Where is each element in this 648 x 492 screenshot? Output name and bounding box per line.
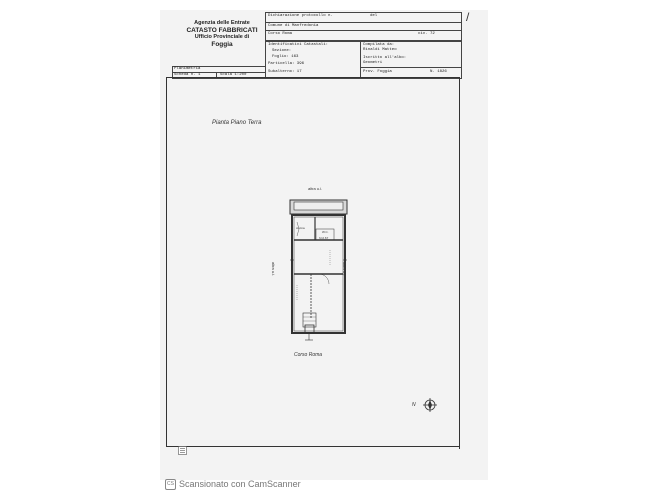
plan-title: Pianta Piano Terra: [212, 120, 262, 126]
north-label: N: [412, 402, 416, 408]
scale-label: Scala 1:200: [220, 73, 247, 77]
frame-top: [166, 77, 460, 78]
declaration-del: del: [370, 14, 378, 18]
province-label: Prov. Foggia: [363, 70, 392, 74]
agency-name: Agenzia delle Entrate: [194, 20, 250, 26]
floor-plan: [285, 190, 355, 350]
header-divider: [265, 22, 461, 23]
planimetria-label: Planimetria: [174, 67, 201, 71]
camscanner-watermark: [165, 477, 301, 491]
foglio-label: Foglio: 163: [272, 55, 299, 59]
iscritto-label: Iscritto all'albo:: [363, 56, 407, 60]
sezione-label: Sezione:: [272, 49, 292, 53]
ident-title: Identificativi Catastali:: [268, 43, 329, 47]
frame-right: [459, 77, 460, 449]
particella-label: Particella: 396: [268, 62, 305, 66]
header-divider: [360, 67, 461, 68]
catasto-title: CATASTO FABBRICATI: [186, 27, 258, 34]
registration-number: N. 1826: [430, 70, 447, 74]
document-icon: [178, 446, 187, 455]
address-label: Corso Roma: [268, 32, 293, 36]
comune-label: Comune di Manfredonia: [268, 24, 319, 28]
right-neighbour-label: altra u.i.: [342, 262, 347, 277]
camscanner-text: Scansionato con CamScanner: [179, 479, 301, 489]
street-label: Corso Roma: [294, 352, 323, 358]
iscritto-value: Geometri: [363, 61, 383, 65]
scheda-label: Scheda n. 1: [174, 73, 201, 77]
compilata-name: Rinaldi Matteo: [363, 48, 397, 52]
height-note: h=2.67: [319, 236, 329, 240]
frame-bottom: [166, 446, 460, 447]
page-mark: /: [466, 10, 470, 24]
subalterno-label: Subalterno: 17: [268, 70, 302, 74]
agency-heading: [178, 20, 266, 48]
left-neighbour-label: altra u.i.: [271, 262, 276, 277]
wc-label: W.C.: [322, 230, 329, 234]
compilata-label: Compilata da:: [363, 43, 395, 47]
frame-left: [166, 77, 167, 447]
north-arrow-icon: [420, 397, 440, 413]
civic-number: civ. 72: [418, 32, 435, 36]
header-divider: [360, 41, 361, 78]
header-divider: [265, 30, 461, 31]
province-name: Foggia: [211, 41, 233, 48]
cucina-label: cucina: [296, 226, 305, 230]
office-label: Ufficio Provinciale di: [194, 34, 250, 40]
camscanner-logo: CS: [165, 479, 176, 490]
declaration-label: Dichiarazione protocollo n.: [268, 14, 333, 18]
top-neighbour-label: altra u.i.: [308, 186, 323, 191]
